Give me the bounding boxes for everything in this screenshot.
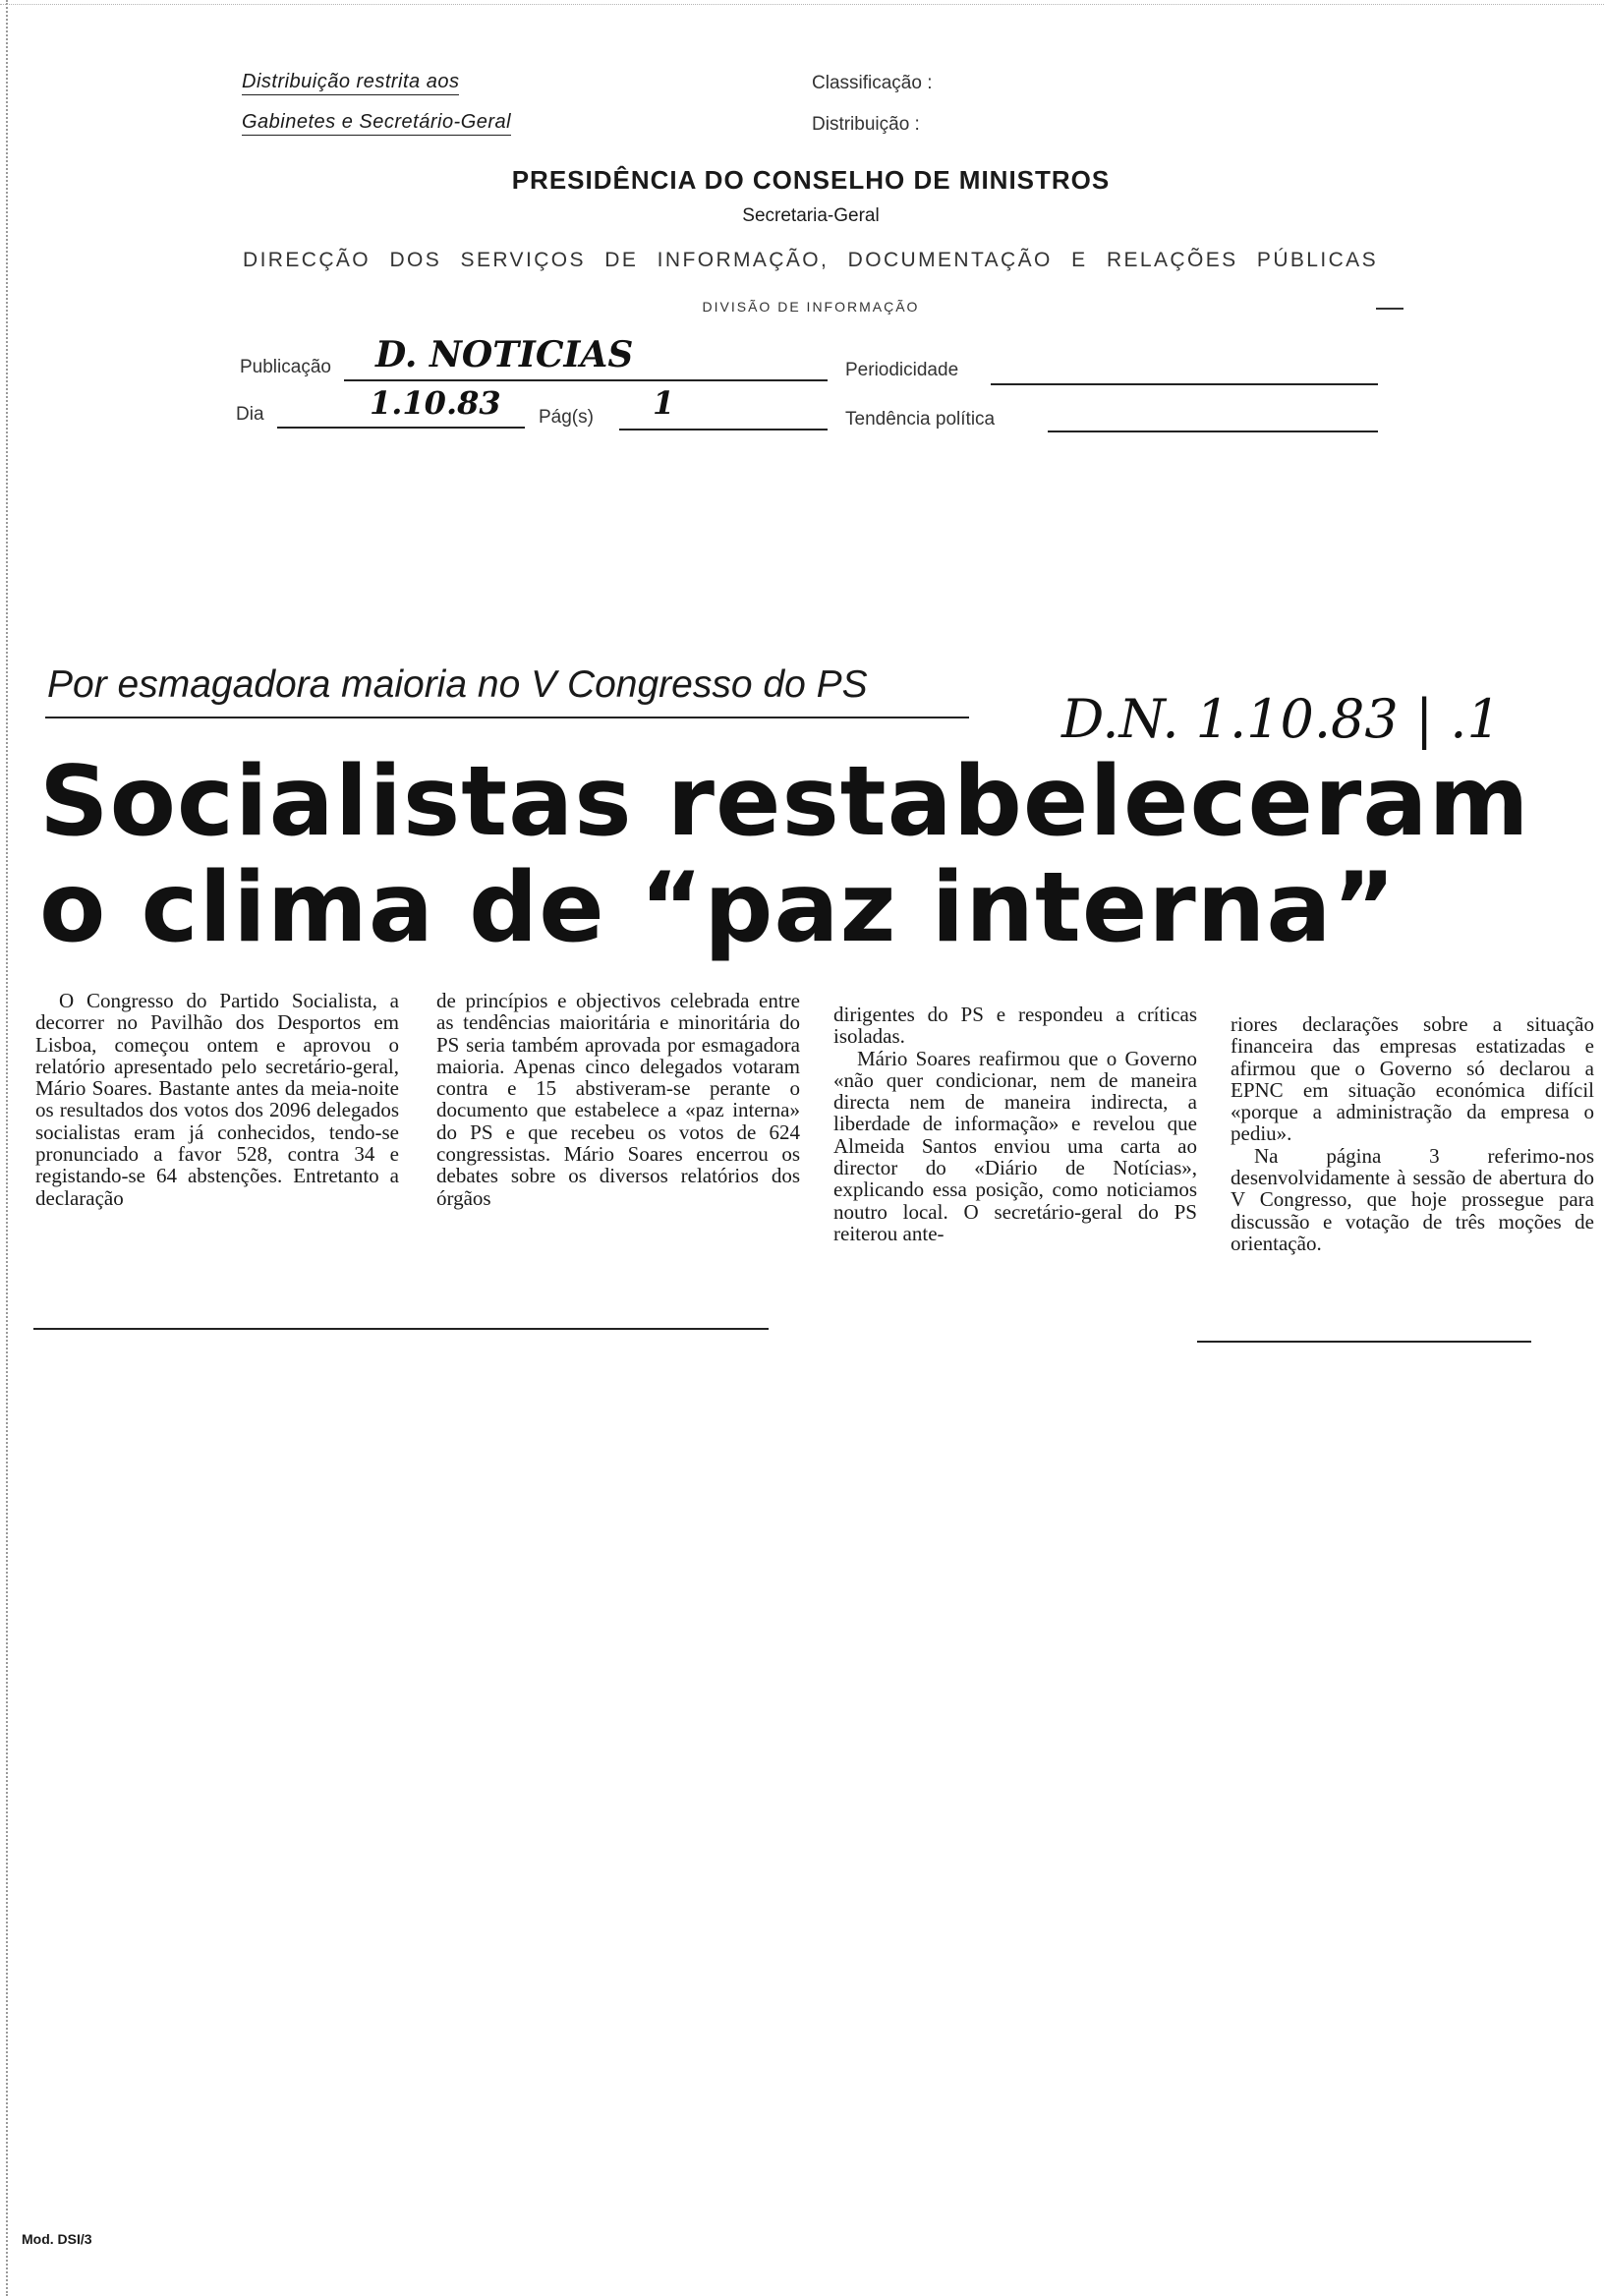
dia-label: Dia [236,404,264,425]
department-title: Secretaria-Geral [742,205,880,226]
kicker-rule [45,717,969,718]
tendencia-line [1048,430,1378,432]
classificacao-label: Classificação : [812,73,933,93]
distribuicao-label: Distribuição : [812,114,920,135]
pags-line [619,429,828,430]
publicacao-label: Publicação [240,357,331,377]
form-model-code: Mod. DSI/3 [22,2231,92,2247]
pags-label: Pág(s) [539,407,594,428]
restricted-line-1: Distribuição restrita aos [242,71,459,93]
scan-left-edge [6,0,9,2296]
column-4-paragraph-1: riores declarações sobre a situação financeira das empresas estatizadas e afirmou que o Governo só declarou a EPNC em situação económica difícil «porque a administração da empresa o pediu». [1231,1012,1594,1146]
column-2-paragraph-1: de princípios e objectivos celebrada entre as tendências maioritária e minoritária do PS seria também aprovada por esmagadora maioria. Apenas cinco delegados votaram contra e 15 abstiveram-se perante o documento que estabelece a «paz interna» do PS e que recebeu os votos de 624 congressistas. Mário Soares encerrou os debates sobre os diversos relatórios dos órgãos [436,989,800,1210]
article-bottom-rule-left [33,1328,769,1330]
restricted-line-2: Gabinetes e Secretário-Geral [242,111,511,134]
column-1-paragraph-1: O Congresso do Partido Socialista, a decorrer no Pavilhão dos Desportos em Lisboa, começou ontem e aprovou o relatório apresentado pelo secretário-geral, Mário Soares. Bastante antes da meia-noite os resultados dos votos dos 2096 delegados socialistas eram já conhecidos, tendo-se pronunciado a favor 528, contra 34 e registando-se 64 abstenções. Entretanto a declaração [35,989,399,1210]
column-4-paragraph-2: Na página 3 referimo-nos desenvolvidamente à sessão de abertura do V Congresso, que hoje prossegue para discussão e votação de três moções de orientação. [1231,1143,1594,1255]
article-column-3 [833,1004,1197,1244]
column-3-paragraph-1: dirigentes do PS e respondeu a críticas isoladas. [833,1003,1197,1049]
article-column-4 [1231,1013,1594,1254]
pags-value: 1 [653,384,675,422]
publicacao-line [344,379,828,381]
handwritten-annotation: D.N. 1.10.83 | .1 [1061,688,1501,750]
header-dash [1376,308,1404,310]
scan-top-edge [0,4,1604,5]
periodicidade-label: Periodicidade [845,360,959,380]
article-column-2 [436,990,800,1209]
dia-line [277,427,525,429]
column-3-paragraph-2: Mário Soares reafirmou que o Governo «não quer condicionar, nem de maneira directa nem de maneira indirecta, a liberdade de informação» e revelou que Almeida Santos enviou uma carta ao director do «Diário de Notícias», explicando essa posição, como noticiamos noutro local. O secretário-geral do PS reiterou ante- [833,1046,1197,1245]
organization-title: PRESIDÊNCIA DO CONSELHO DE MINISTROS [511,165,1111,195]
division-title: DIVISÃO DE INFORMAÇÃO [702,299,920,315]
dia-value: 1.10.83 [370,384,501,422]
article-kicker: Por esmagadora maioria no V Congresso do PS [47,663,868,706]
tendencia-label: Tendência política [845,409,996,430]
article-bottom-rule-right [1197,1341,1531,1343]
periodicidade-line [991,383,1378,385]
directorate-title: DIRECÇÃO DOS SERVIÇOS DE INFORMAÇÃO, DOCUMENTAÇÃO E RELAÇÕES PÚBLICAS [243,249,1378,271]
article-headline: Socialistas restabeleceram o clima de “paz interna” [39,746,1530,964]
article-column-1 [35,990,399,1209]
publicacao-value: D. NOTICIAS [375,334,634,375]
